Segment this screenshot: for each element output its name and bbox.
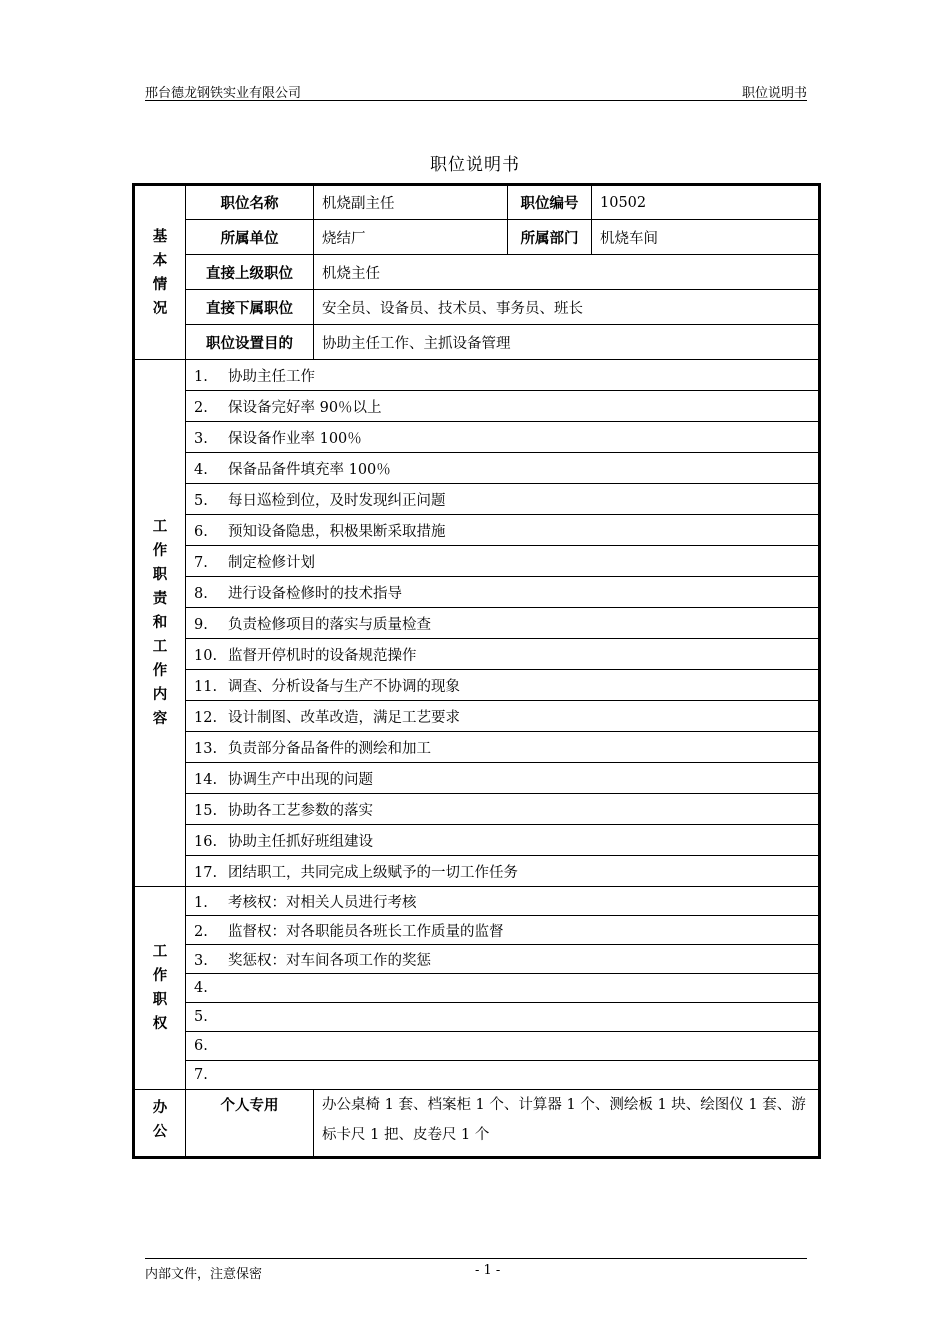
- position-code-label: 职位编号: [508, 185, 592, 220]
- duty-item: 15. 协助各工艺参数的落实: [186, 794, 820, 825]
- row-subordinate: [134, 290, 820, 325]
- power-item: 1. 考核权：对相关人员进行考核: [186, 887, 820, 916]
- duty-item: 7. 制定检修计划: [186, 546, 820, 577]
- duty-row: [134, 608, 820, 639]
- position-code-value: 10502: [592, 185, 820, 220]
- duty-row: [134, 670, 820, 701]
- duty-item: 16. 协助主任抓好班组建设: [186, 825, 820, 856]
- position-name-value: 机烧副主任: [314, 185, 508, 220]
- duty-row: [134, 825, 820, 856]
- power-row: [134, 887, 820, 916]
- purpose-value: 协助主任工作、主抓设备管理: [314, 325, 820, 360]
- power-item: 5.: [186, 1003, 820, 1032]
- document-title: 职位说明书: [430, 155, 520, 175]
- power-row: [134, 974, 820, 1003]
- row-position-name: [134, 185, 820, 220]
- unit-label: 所属单位: [186, 220, 314, 255]
- duty-row: [134, 701, 820, 732]
- page-footer: [145, 1258, 807, 1281]
- duty-item: 9. 负责检修项目的落实与质量检查: [186, 608, 820, 639]
- duty-row: [134, 391, 820, 422]
- duty-row: [134, 515, 820, 546]
- duty-row: [134, 546, 820, 577]
- subordinate-label: 直接下属职位: [186, 290, 314, 325]
- duty-row: [134, 360, 820, 391]
- duty-item: 5. 每日巡检到位，及时发现纠正问题: [186, 484, 820, 515]
- section-office: 办 公: [134, 1090, 186, 1158]
- duty-item: 13. 负责部分备品备件的测绘和加工: [186, 732, 820, 763]
- power-row: [134, 945, 820, 974]
- header-doc-type: 职位说明书: [741, 86, 807, 101]
- duty-row: [134, 577, 820, 608]
- position-name-label: 职位名称: [186, 185, 314, 220]
- duty-item: 12. 设计制图、改革改造，满足工艺要求: [186, 701, 820, 732]
- power-item: 4.: [186, 974, 820, 1003]
- superior-label: 直接上级职位: [186, 255, 314, 290]
- duty-row: [134, 422, 820, 453]
- power-row: [134, 916, 820, 945]
- duty-item: 14. 协调生产中出现的问题: [186, 763, 820, 794]
- dept-label: 所属部门: [508, 220, 592, 255]
- superior-value: 机烧主任: [314, 255, 820, 290]
- page-number: - 1 -: [475, 1263, 501, 1278]
- purpose-label: 职位设置目的: [186, 325, 314, 360]
- duty-row: [134, 794, 820, 825]
- duty-item: 2. 保设备完好率 90％以上: [186, 391, 820, 422]
- row-office: [134, 1090, 820, 1158]
- power-item: 3. 奖惩权：对车间各项工作的奖惩: [186, 945, 820, 974]
- duty-item: 17. 团结职工，共同完成上级赋予的一切工作任务: [186, 856, 820, 887]
- personal-use-label: 个人专用: [186, 1090, 314, 1158]
- personal-use-value: 办公桌椅 1 套、档案柜 1 个、计算器 1 个、测绘板 1 块、绘图仪 1 套、游标卡尺 1 把、皮卷尺 1 个: [314, 1090, 820, 1158]
- dept-value: 机烧车间: [592, 220, 820, 255]
- duty-row: [134, 732, 820, 763]
- duty-row: [134, 763, 820, 794]
- duty-item: 10. 监督开停机时的设备规范操作: [186, 639, 820, 670]
- subordinate-value: 安全员、设备员、技术员、事务员、班长: [314, 290, 820, 325]
- duty-row: [134, 856, 820, 887]
- power-item: 7.: [186, 1061, 820, 1090]
- row-unit: [134, 220, 820, 255]
- power-row: [134, 1061, 820, 1090]
- duty-item: 11. 调查、分析设备与生产不协调的现象: [186, 670, 820, 701]
- duty-item: 4. 保备品备件填充率 100％: [186, 453, 820, 484]
- section-basic: 基 本 情 况: [134, 185, 186, 360]
- confidential-note: 内部文件，注意保密: [145, 1267, 263, 1282]
- power-item: 2. 监督权：对各职能员各班长工作质量的监督: [186, 916, 820, 945]
- power-item: 6.: [186, 1032, 820, 1061]
- row-purpose: [134, 325, 820, 360]
- section-duties: 工 作 职 责 和 工 作 内 容: [134, 360, 186, 887]
- duty-item: 3. 保设备作业率 100％: [186, 422, 820, 453]
- power-row: [134, 1032, 820, 1061]
- duty-row: [134, 484, 820, 515]
- duty-row: [134, 453, 820, 484]
- section-powers: 工 作 职 权: [134, 887, 186, 1090]
- company-name: 邢台德龙钢铁实业有限公司: [145, 86, 302, 101]
- unit-value: 烧结厂: [314, 220, 508, 255]
- duty-row: [134, 639, 820, 670]
- power-row: [134, 1003, 820, 1032]
- page-header: [145, 80, 807, 101]
- row-superior: [134, 255, 820, 290]
- duty-item: 1. 协助主任工作: [186, 360, 820, 391]
- job-description-table: [132, 183, 821, 1159]
- duty-item: 8. 进行设备检修时的技术指导: [186, 577, 820, 608]
- duty-item: 6. 预知设备隐患，积极果断采取措施: [186, 515, 820, 546]
